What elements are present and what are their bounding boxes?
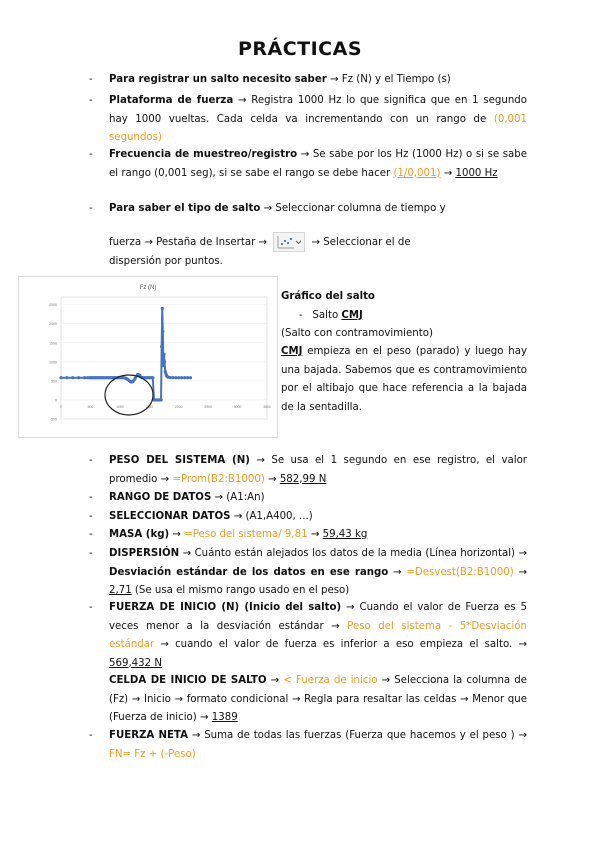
item-text: → (A1,A400, ...) [230, 511, 313, 522]
section-heading: Gráfico del salto [281, 291, 375, 302]
list-item [109, 508, 527, 527]
item-text: → Se usa el 1 segundo en ese registro, el valor promedio → [109, 455, 527, 485]
list-item [109, 545, 527, 601]
list-item [109, 146, 527, 183]
list-item-continuation [109, 232, 527, 271]
result-value: 1000 Hz [455, 167, 498, 179]
result-value: 1389 [211, 712, 238, 723]
y-tick-label: 500 [51, 379, 57, 384]
chart-svg [19, 277, 277, 437]
cmj-term: CMJ [281, 346, 303, 357]
item-heading: SELECCIONAR DATOS [109, 511, 231, 522]
page-title: PRÁCTICAS [237, 38, 363, 60]
y-tick-label: -500 [49, 417, 57, 422]
series-line [61, 308, 190, 400]
item-text: → Selecciona la columna de (Fz) → Inicio → formato condicional → Regla para resaltar las celdas → Menor que (Fuerza de inicio) → [109, 675, 528, 723]
item-heading: DISPERSIÓN [109, 548, 180, 559]
item-text: (Se usa el mismo rango usado en el peso) [131, 585, 350, 596]
list-item [109, 489, 527, 508]
formula-text: =Prom(B2:B1000) [172, 473, 265, 485]
item-heading: Para registrar un salto necesito saber [109, 74, 327, 85]
jump-chart [18, 276, 278, 438]
arrow-text: → [440, 167, 456, 179]
item-text: fuerza → Pestaña de Insertar → [109, 237, 271, 248]
scatter-chart-icon [273, 232, 305, 252]
list-item [109, 71, 527, 90]
y-tick-label: 0 [55, 398, 57, 403]
list-item [109, 452, 527, 489]
x-tick-label: 500 [87, 404, 94, 409]
x-tick-label: 2000 [174, 404, 183, 409]
item-text: dispersión por puntos. [109, 255, 223, 267]
formula-text: FN= Fz + (-Peso) [109, 748, 196, 760]
formula-text: Peso del sistema - 5*Desviación estándar [109, 620, 527, 650]
item-text: → Se sabe por los Hz (1000 Hz) o si se sabe el rango (0,001 seg), si se sabe el rango se debe hacer [109, 149, 528, 179]
item-text: → [169, 529, 185, 540]
item-text: → Cuánto están alejados los datos de la media (Línea horizontal) → [179, 548, 527, 559]
item-text: → Seleccionar columna de tiempo y [260, 203, 446, 214]
list-item [109, 526, 527, 545]
x-tick-label: 0 [60, 404, 62, 409]
x-tick-label: 1000 [116, 404, 124, 409]
item-text: → Fz (N) y el Tiempo (s) [326, 74, 451, 85]
x-tick-label: 3500 [263, 404, 271, 409]
result-value: 59,43 kg [322, 529, 368, 540]
item-heading: Frecuencia de muestreo/registro [109, 149, 298, 160]
result-value: 569,432 N [109, 657, 162, 669]
item-text: → Suma de todas las fuerzas (Fuerza que hacemos y el peso ) → [187, 730, 527, 741]
formula-text: =Desvest(B2:B1000) [406, 566, 514, 578]
chart-description [281, 288, 527, 344]
formula-text: =Peso del sistema/ 9,81 [184, 529, 308, 540]
item-text: → [266, 675, 284, 686]
sub-item: - Salto CMJ [299, 309, 363, 321]
sub-text: Salto [312, 309, 342, 321]
list-item [109, 92, 527, 148]
x-tick-label: 1500 [145, 404, 154, 409]
item-heading: Plataforma de fuerza [109, 95, 234, 106]
list-item [109, 200, 527, 219]
item-text: → Registra 1000 Hz lo que significa que en 1 segundo hay 1000 vueltas. Cada celda va incrementando con un rango de [109, 95, 527, 125]
list-item [109, 727, 527, 764]
arrow-text: → [264, 473, 280, 485]
item-heading: MASA (kg) [109, 529, 170, 540]
item-heading: FUERZA NETA [109, 730, 188, 741]
arrow-text: → [307, 529, 323, 540]
formula-text: (1/0,001) [393, 167, 441, 179]
y-tick-label: 2000 [49, 322, 57, 327]
cmj-label: CMJ [341, 309, 363, 321]
y-tick-label: 2500 [49, 303, 57, 308]
list-item [109, 599, 527, 673]
x-tick-label: 3000 [233, 404, 242, 409]
y-tick-label: 1000 [49, 360, 57, 365]
list-item [109, 672, 527, 728]
paren-text: (Salto con contramovimiento) [281, 328, 433, 339]
item-text: → Cuando el valor de Fuerza es 5 veces menor a la desviación estándar → [109, 602, 527, 632]
item-heading: RANGO DE DATOS [109, 492, 212, 503]
arrow-text: → [388, 566, 407, 578]
item-heading: CELDA DE INICIO DE SALTO [109, 675, 267, 686]
item-heading: Para saber el tipo de salto [109, 203, 261, 214]
item-text: → Seleccionar el de [308, 237, 411, 248]
x-tick-label: 2500 [204, 404, 212, 409]
item-text: → cuando el valor de fuerza es inferior a eso empieza el salto. → [154, 639, 527, 650]
chart-paragraph [281, 343, 527, 417]
chart-title: Fz (N) [139, 285, 157, 291]
item-heading: PESO DEL SISTEMA (N) [109, 455, 250, 466]
result-value: 2,71 [109, 585, 132, 596]
formula-text: < Fuerza de inicio [283, 675, 378, 686]
item-subheading: Desviación estándar de los datos en ese rango [109, 566, 389, 578]
item-text: → (A1:An) [211, 492, 265, 503]
y-tick-label: 1500 [49, 341, 57, 346]
result-value: 582,99 N [279, 473, 327, 485]
item-heading: FUERZA DE INICIO (N) (Inicio del salto) [109, 602, 342, 613]
formula-text: (0,001 segundos) [109, 113, 527, 143]
arrow-text: → [513, 566, 527, 578]
paragraph-text: empieza en el peso (parado) y luego hay una bajada. Sabemos que es contramovimiento por el altibajo que hace referencia a la bajada de la sentadilla. [281, 346, 527, 413]
